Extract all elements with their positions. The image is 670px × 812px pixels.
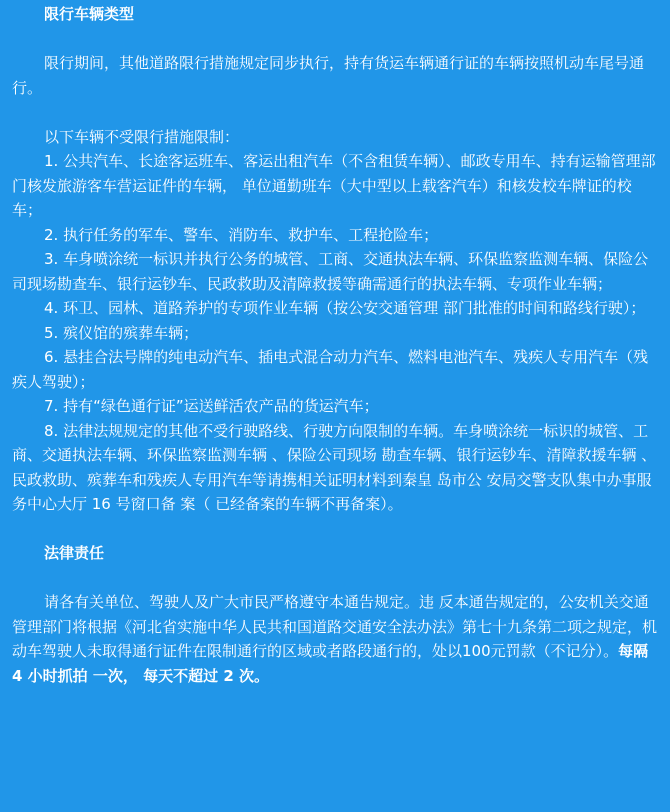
legal-liability-paragraph bbox=[12, 590, 658, 688]
exempt-item-2: 2. 执行任务的军车、警车、消防车、救护车、工程抢险车； bbox=[44, 225, 439, 244]
spacer bbox=[12, 566, 658, 591]
exempt-item-7: 7. 持有“绿色通行证”运送鲜活农产品的货运汽车； bbox=[44, 397, 379, 415]
spacer bbox=[12, 100, 658, 125]
section-heading-vehicle-types: 限行车辆类型 bbox=[44, 5, 135, 23]
section-heading-legal-liability: 法律责任 bbox=[44, 544, 105, 562]
spacer bbox=[12, 517, 658, 542]
exempt-item-6: 6. 悬挂合法号牌的纯电动汽车、插电式混合动力汽车、燃料电池汽车、残疾人专用汽车（残疾人驾驶）； bbox=[12, 348, 649, 391]
exempt-item-4: 4. 环卫、园林、道路养护的专项作业车辆（按公安交通管理 部门批准的时间和路线行驶）； bbox=[44, 299, 646, 317]
exempt-item-5: 5. 殡仪馆的殡葬车辆； bbox=[44, 323, 199, 342]
restriction-intro-paragraph: 限行期间，其他道路限行措施规定同步执行，持有货运车辆通行证的车辆按照机动车尾号通行。 bbox=[12, 54, 645, 97]
exempt-lead-text: 以下车辆不受限行措施限制： bbox=[44, 127, 240, 146]
exempt-item-1: 1. 公共汽车、长途客运班车、客运出租汽车（不含租赁车辆）、邮政专用车、持有运输管理部门核发旅游客车营运证件的车辆， 单位通勤班车（大中型以上载客汽车）和核发校车牌证的校车； bbox=[12, 152, 656, 219]
exempt-item-3: 3. 车身喷涂统一标识并执行公务的城管、工商、交通执法车辆、环保监察监测车辆、保险公司现场勘查车、银行运钞车、民政救助及清障救援等确需通行的执法车辆、专项作业车辆； bbox=[12, 250, 649, 293]
legal-liability-body: 请各有关单位、驾驶人及广大市民严格遵守本通告规定。违 反本通告规定的，公安机关交通管理部门将根据《河北省实施中华人民共和国道路交通安全法办法》第七十九条第二项之规定，机动车驾驶人未取得通行证件在限制通行的区域或者路段通行的，处以100元罚款（不记分）。 bbox=[12, 593, 658, 660]
spacer bbox=[12, 27, 658, 52]
enforcement-frequency-emphasis: 每隔 4 小时抓拍 一次， 每天不超过 2 次。 bbox=[12, 642, 649, 685]
exempt-item-8: 8. 法律法规规定的其他不受行驶路线、行驶方向限制的车辆。车身喷涂统一标识的城管、工商、交通执法车辆、环保监察监测车辆 、保险公司现场 勘查车辆、银行运钞车、清障救援车辆 、民政救助、殡葬车和残疾人专用汽车等请携相关证明材料到秦皇 岛市公 安局交警支队集中办事服务中心大厅 16 号窗口备 案（ 已经备案的车辆不再备案）。 bbox=[12, 421, 657, 513]
